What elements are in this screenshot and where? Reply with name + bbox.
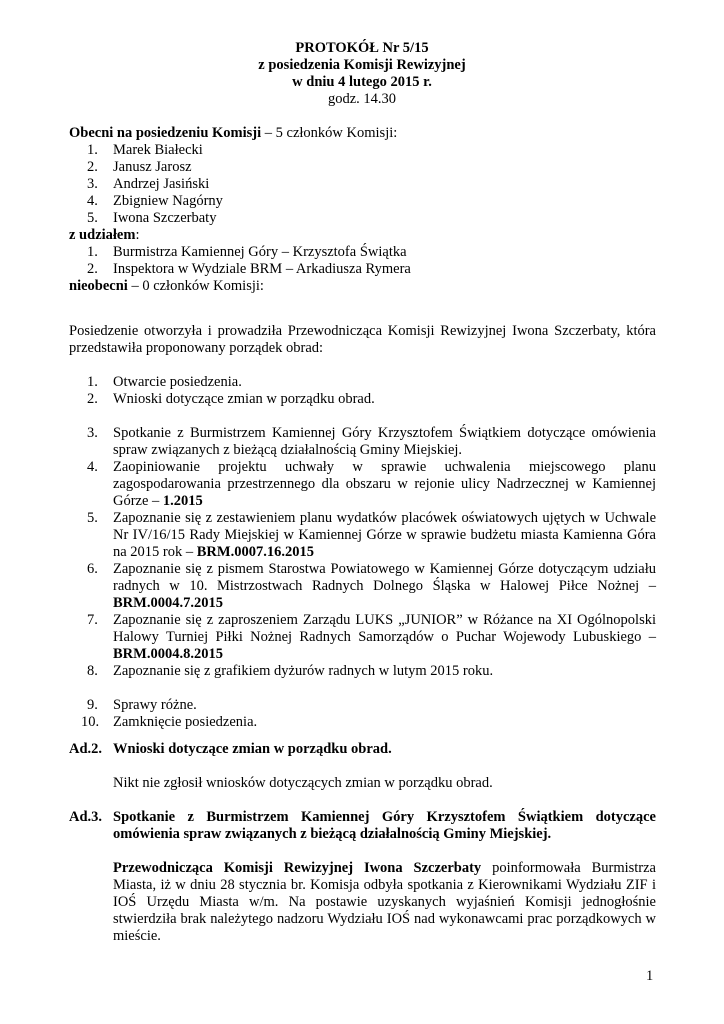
agenda-item: 8. Zapoznanie się z grafikiem dyżurów radnych w lutym 2015 roku.	[87, 663, 494, 679]
ad3-label: Ad.3.	[69, 809, 103, 825]
list-item: 2. Janusz Jarosz	[87, 159, 192, 175]
guests-label: z udziałem	[69, 227, 136, 243]
ad2-heading: Ad.2. Wnioski dotyczące zmian w porządku obrad.	[69, 741, 392, 757]
intro-paragraph: Posiedzenie otworzyła i prowadziła Przewodnicząca Komisji Rewizyjnej Iwona Szczerbaty, która przedstawiła proponowany porządek obrad:	[69, 323, 656, 356]
agenda-item: 7. Zapoznanie się z zaproszeniem Zarządu LUKS „JUNIOR” w Różance na XI Ogólnopolski Halowy Turniej Piłki Nożnej Radnych Samorządów o Puchar Wojewody Lubuskiego – BRM.0004.8.2015	[87, 612, 656, 662]
absent-line	[69, 278, 656, 295]
ad3-heading: Ad.3. Spotkanie z Burmistrzem Kamiennej Góry Krzysztofem Świątkiem dotyczące omówienia spraw związanych z bieżącą działalnością Gminy Miejskiej.	[69, 809, 656, 842]
absent-label: nieobecni	[69, 278, 128, 294]
agenda-ref: BRM.0004.7.2015	[113, 595, 223, 611]
guests-list	[69, 244, 656, 278]
agenda-item: 9. Sprawy różne.	[87, 697, 197, 713]
agenda-item: 1. Otwarcie posiedzenia.	[87, 374, 242, 390]
guests-line: z udziałem:	[69, 227, 140, 243]
attendance-section	[69, 125, 656, 295]
agenda-item: 6. Zapoznanie się z pismem Starostwa Powiatowego w Kamiennej Górze dotyczącym udziału radnych w 10. Mistrzostwach Radnych Dolnego Śląska w Halowej Piłce Nożnej – BRM.0004.7.2015	[87, 561, 656, 611]
ad3-body: Przewodnicząca Komisji Rewizyjnej Iwona Szczerbaty poinformowała Burmistrza Miasta, iż w dniu 28 stycznia br. Komisja odbyła spotkania z Kierownikami Wydziału ZIF i IOŚ Urzędu Miasta w/m. Na postawie uzyskanych wyjaśnień Komisji jednogłośnie stwierdziła brak należytego nadzoru Wydziału IOŚ nad wykonawcami prac porządkowych w mieście.	[113, 860, 656, 944]
list-item: 1. Burmistrza Kamiennej Góry – Krzysztofa Świątka	[87, 244, 407, 260]
agenda-item: 2. Wnioski dotyczące zmian w porządku obrad.	[87, 391, 375, 407]
ad3-section	[69, 809, 656, 945]
list-item: 2. Inspektora w Wydziale BRM – Arkadiusza Rymera	[87, 261, 411, 277]
ad2-section	[69, 741, 656, 792]
meeting-date: w dniu 4 lutego 2015 r.	[292, 74, 432, 90]
agenda-item: 5. Zapoznanie się z zestawieniem planu wydatków placówek oświatowych ujętych w Uchwale Nr IV/16/15 Rady Miejskiej w Kamiennej Górze w sprawie budżetu miasta Kamienna Góra na 2015 rok – BRM.0007.16.2015	[87, 510, 656, 560]
ad2-body: Nikt nie zgłosił wniosków dotyczących zmian w porządku obrad.	[113, 775, 493, 791]
agenda-ref: BRM.0007.16.2015	[196, 544, 314, 560]
members-list	[69, 142, 656, 227]
agenda-ref: 1.2015	[162, 493, 203, 509]
agenda-item: 3. Spotkanie z Burmistrzem Kamiennej Góry Krzysztofem Świątkiem dotyczące omówienia spraw związanych z bieżącą działalnością Gminy Miejskiej.	[87, 425, 656, 458]
agenda-ref: BRM.0004.8.2015	[113, 646, 223, 662]
present-count: – 5 członków Komisji:	[261, 125, 398, 141]
agenda-item: 4. Zaopiniowanie projektu uchwały w sprawie uchwalenia miejscowego planu zagospodarowania przestrzennego dla obszaru w rejonie ulicy Nadrzecznej w Kamiennej Górze – 1.2015	[87, 459, 656, 509]
list-item: 3. Andrzej Jasiński	[87, 176, 210, 192]
page-number: 1	[646, 968, 654, 984]
agenda-list	[69, 374, 656, 731]
present-line	[69, 125, 656, 142]
absent-count: – 0 członków Komisji:	[127, 278, 264, 294]
ad3-speaker: Przewodnicząca Komisji Rewizyjnej Iwona Szczerbaty	[113, 860, 482, 876]
document-header	[0, 40, 724, 108]
list-item: 1. Marek Białecki	[87, 142, 203, 158]
agenda-item: 10. Zamknięcie posiedzenia.	[81, 714, 258, 730]
present-label: Obecni na posiedzeniu Komisji	[69, 125, 262, 141]
list-item: 4. Zbigniew Nagórny	[87, 193, 223, 209]
document-subtitle: z posiedzenia Komisji Rewizyjnej	[258, 57, 466, 73]
meeting-time: godz. 14.30	[327, 91, 397, 107]
document-title: PROTOKÓŁ Nr 5/15	[295, 40, 429, 56]
ad2-label: Ad.2.	[69, 741, 103, 757]
list-item: 5. Iwona Szczerbaty	[87, 210, 217, 226]
